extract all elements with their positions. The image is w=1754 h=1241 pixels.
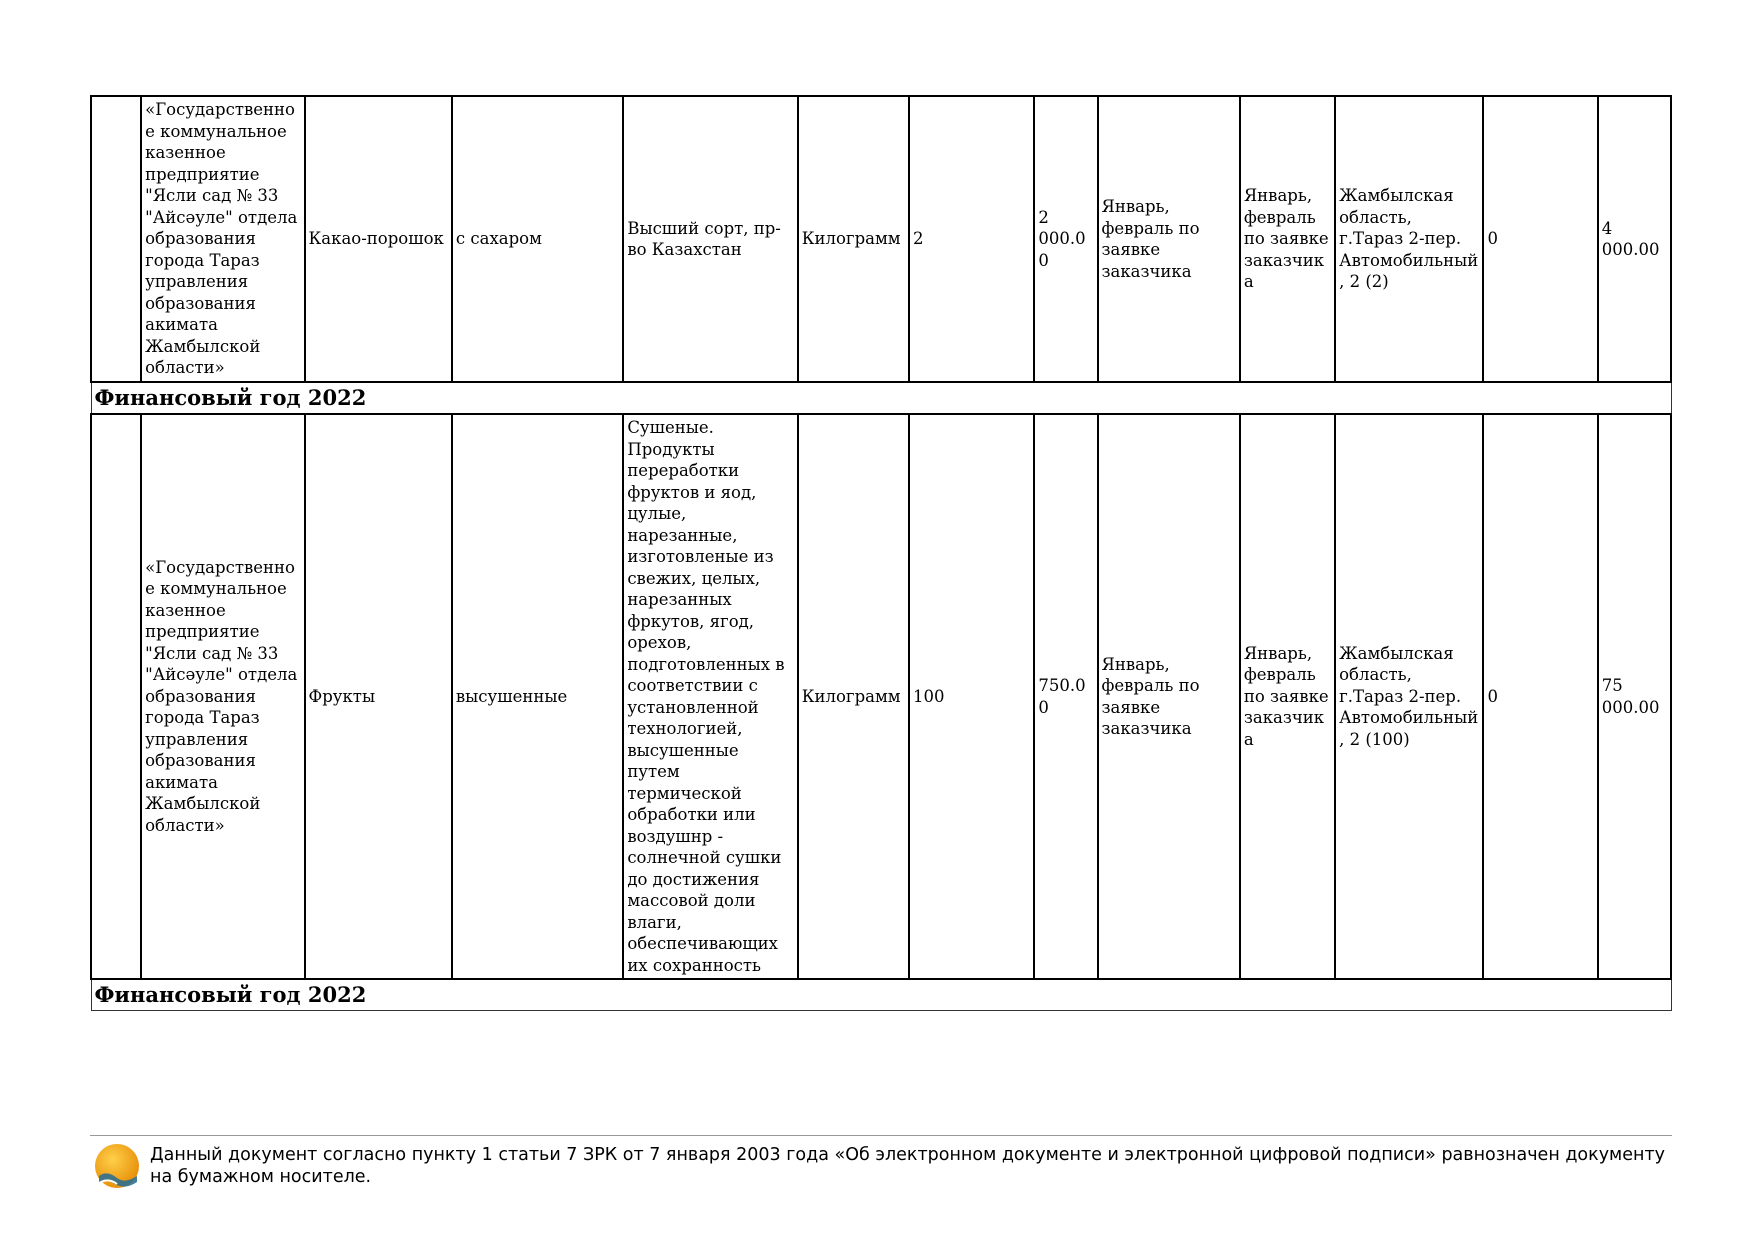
table-row [91, 96, 1671, 382]
delivery-place-cell: Жамбылская область, г.Тараз 2-пер. Автомобильный, 2 (2) [1335, 96, 1483, 382]
quantity-cell: 2 [909, 96, 1034, 382]
procurement-table [90, 95, 1672, 1011]
advance-cell: 0 [1483, 414, 1597, 979]
characteristic-cell: с сахаром [452, 96, 623, 382]
unit-cell: Килограмм [798, 96, 909, 382]
section-row [91, 979, 1671, 1011]
unit-cell: Килограмм [798, 414, 909, 979]
delivery-term-cell: Январь, февраль по заявке заказчика [1098, 414, 1240, 979]
procurement-table-wrapper [90, 95, 1672, 1011]
price-cell: 750.00 [1034, 414, 1097, 979]
document-footer [90, 1135, 1672, 1188]
characteristic-cell: высушенные [452, 414, 623, 979]
sum-cell: 75 000.00 [1598, 414, 1671, 979]
delivery-term-cell: Январь, февраль по заявке заказчика [1098, 96, 1240, 382]
customer-cell: «Государственное коммунальное казенное предприятие "Ясли сад № 33 "Айсәуле" отдела образования города Тараз управления образования акимата Жамбылской области» [141, 414, 304, 979]
price-cell: 2 000.00 [1034, 96, 1097, 382]
payment-term-cell: Январь, февраль по заявке заказчика [1240, 96, 1335, 382]
table-row [91, 414, 1671, 979]
section-row [91, 382, 1671, 414]
financial-year-heading: Финансовый год 2022 [91, 979, 1671, 1011]
delivery-place-cell: Жамбылская область, г.Тараз 2-пер. Автомобильный, 2 (100) [1335, 414, 1483, 979]
item-name-cell: Какао-порошок [305, 96, 452, 382]
quantity-cell: 100 [909, 414, 1034, 979]
payment-term-cell: Январь, февраль по заявке заказчика [1240, 414, 1335, 979]
advance-cell: 0 [1483, 96, 1597, 382]
extra-characteristic-cell: Высший сорт, пр-во Казахстан [623, 96, 797, 382]
legal-notice: Данный документ согласно пункту 1 статьи 7 ЗРК от 7 января 2003 года «Об электронном документе и электронной цифровой подписи» равнозначен документу на бумажном носителе. [150, 1145, 1666, 1187]
item-name-cell: Фрукты [305, 414, 452, 979]
financial-year-heading: Финансовый год 2022 [91, 382, 1671, 414]
row-number-cell [91, 414, 141, 979]
row-number-cell [91, 96, 141, 382]
customer-cell: «Государственное коммунальное казенное предприятие "Ясли сад № 33 "Айсәуле" отдела образования города Тараз управления образования акимата Жамбылской области» [141, 96, 304, 382]
sum-cell: 4 000.00 [1598, 96, 1671, 382]
extra-characteristic-cell: Сушеные. Продукты переработки фруктов и яод, цулые, нарезанные, изготовленые из свежих, целых, нарезанных фркутов, ягод, орехов, подготовленных в соответствии с установленной технологией, высушенные путем термической обработки или воздушнр - солнечной сушки до достижения массовой доли влаги, обеспечивающих их сохранность [623, 414, 797, 979]
e-signature-seal-icon [93, 1142, 141, 1190]
